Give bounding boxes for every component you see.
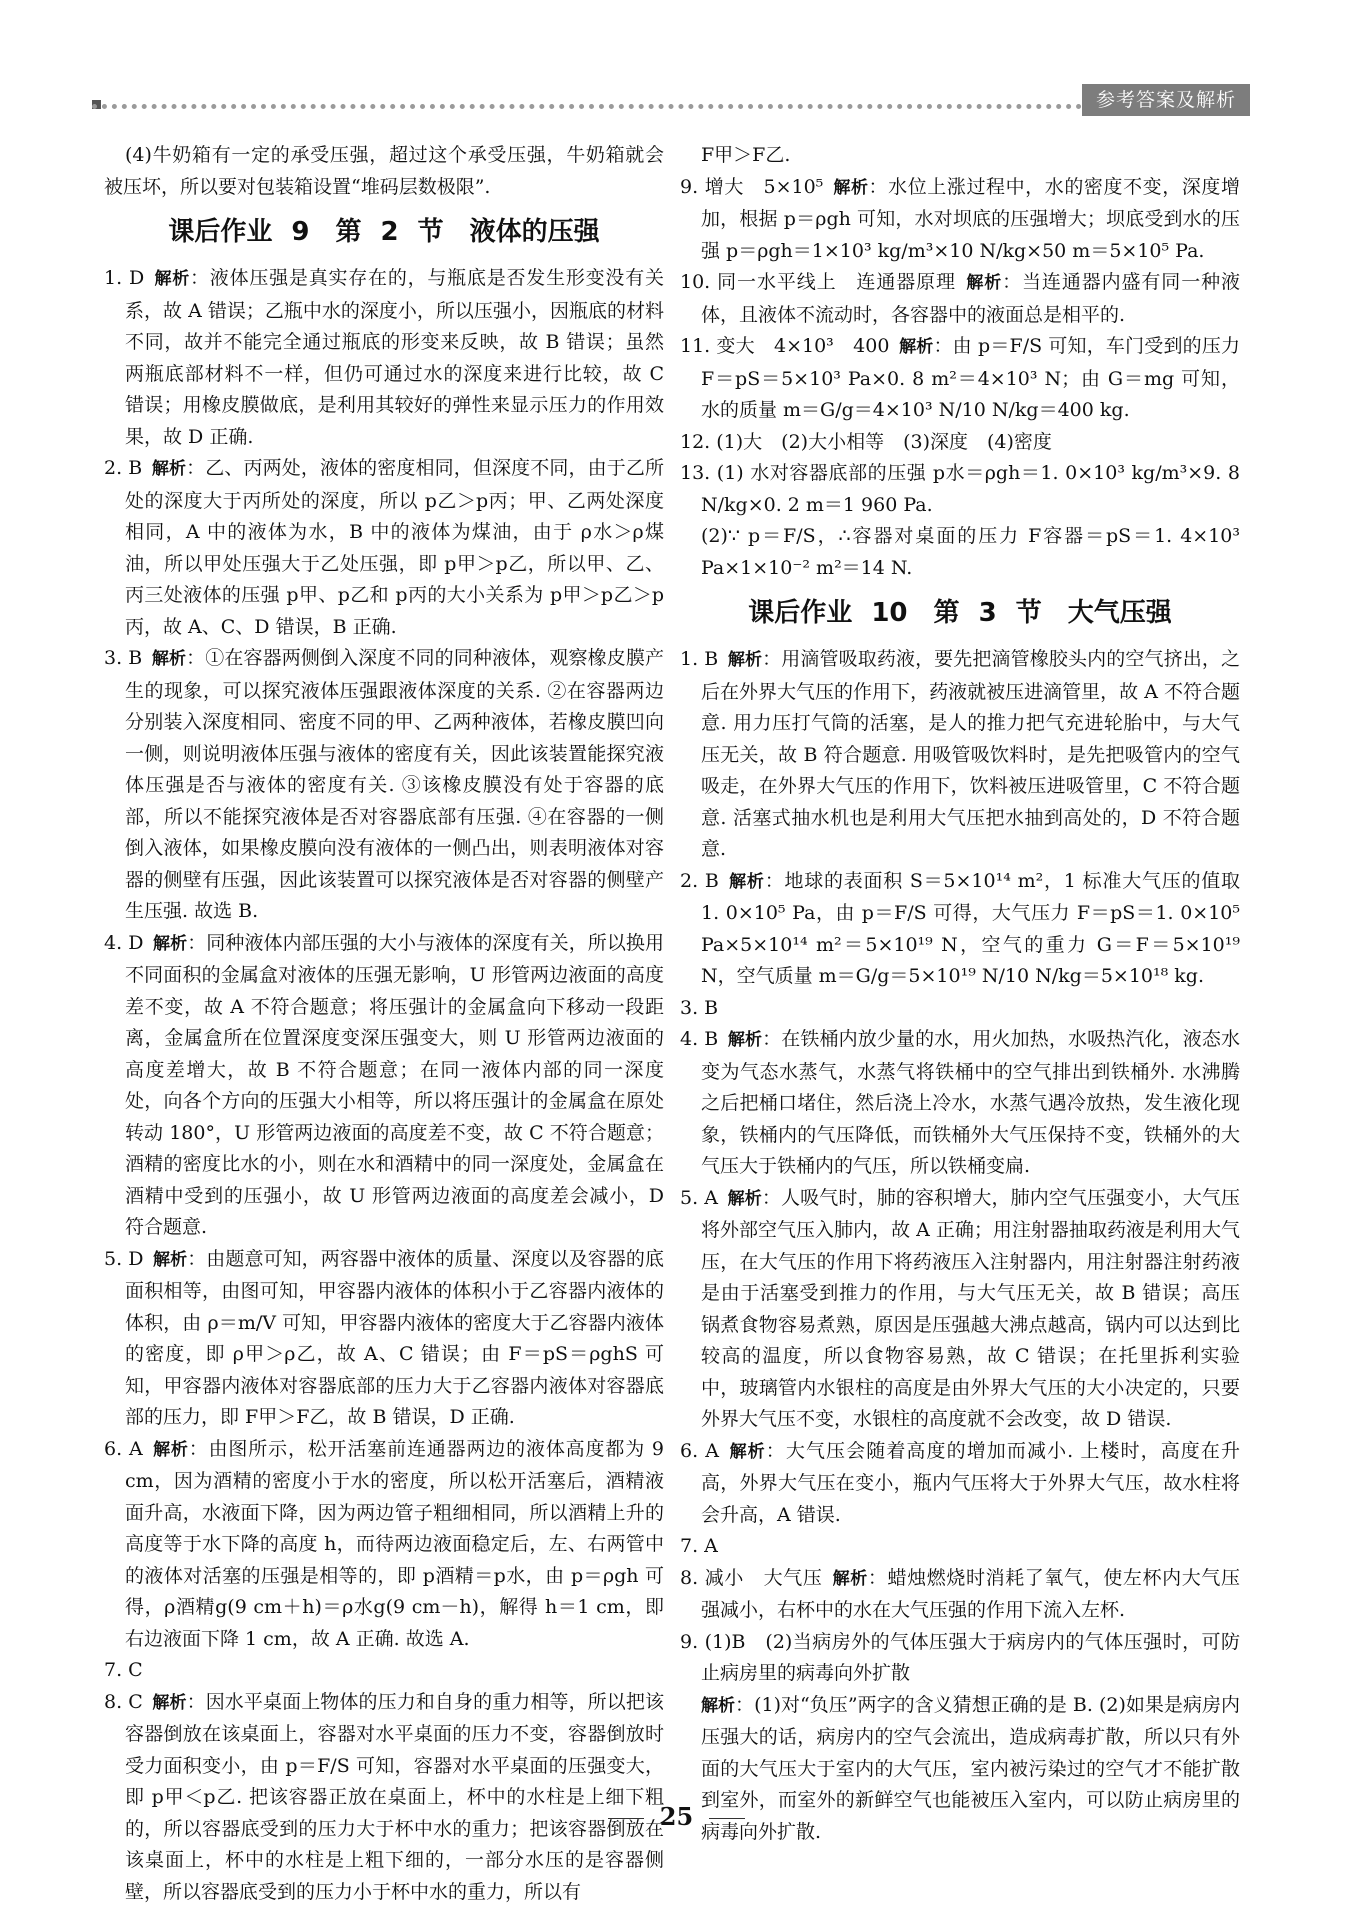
analysis-text: ：(1)对“负压”两字的含义猜想正确的是 B. (2)如果是病房内压强大的话，病房内的空气会流出，造成病毒扩散，所以只有外面的大气压大于室内的大气压，室内被污染过的空气才不能扩散到室外，而室外的新鲜空气也能被压入室内，可以防止病房里的病毒向外扩散. (701, 1694, 1240, 1843)
analysis-text: ：由 p＝F/S 可知，车门受到的压力 F＝pS＝5×10³ Pa×0. 8 m²＝4×10³ N；由 G＝mg 可知，水的质量 m＝G/g＝4×10³ N/10 N/kg＝400 kg. (701, 335, 1240, 421)
analysis-keyword: 解析 (832, 1569, 868, 1589)
answer-number: 1. B (680, 648, 718, 670)
answer-item (680, 1563, 1240, 1627)
analysis-text: ：蜡烛燃烧时消耗了氧气，使左杯内大气压强减小，右杯中的水在大气压强的作用下流入左杯. (701, 1567, 1240, 1622)
answer-item (104, 1434, 664, 1656)
analysis-keyword: 解析 (152, 459, 186, 479)
answer-number: 3. B (680, 997, 718, 1019)
answer-item (104, 263, 664, 453)
right-answer-list-b (680, 644, 1240, 1690)
analysis-text: ：乙、丙两处，液体的密度相同，但深度不同，由于乙所处的深度大于丙所处的深度，所以 p乙＞p丙；甲、乙两处深度相同，A 中的液体为水，B 中的液体为煤油，由于 ρ水＞ρ煤油，所以甲处压强大于乙处压强，即 p甲＞p乙，所以甲、乙、丙三处液体的压强 p甲、p乙和 p丙的大小关系为 p甲＞p乙＞p丙，故 A、C、D 错误，B 正确. (125, 457, 664, 638)
analysis-keyword: 解析 (153, 1250, 187, 1270)
analysis-keyword: 解析 (728, 872, 764, 892)
answer-number: 9. 增大 5×10⁵ (680, 176, 823, 198)
answer-item (680, 1183, 1240, 1436)
answer-number: 8. C (104, 1691, 143, 1713)
left-column (104, 140, 664, 1908)
analysis-text: ：由题意可知，两容器中液体的质量、深度以及容器的底面积相等，由图可知，甲容器内液体的体积小于乙容器内液体的体积，由 ρ＝m/V 可知，甲容器内液体的密度大于乙容器内液体的密度，即 ρ甲＞ρ乙，故 A、C 错误；由 F＝pS＝ρghS 可知，甲容器内液体对容器底部的压力大于乙容器内液体对容器底部的压力，即 F甲＞F乙，故 B 错误，D 正确. (125, 1248, 664, 1429)
answer-item (680, 458, 1240, 521)
analysis-text: ：水位上涨过程中，水的密度不变，深度增加，根据 p＝ρgh 可知，水对坝底的压强增大；坝底受到水的压强 p＝ρgh＝1×10³ kg/m³×10 N/kg×50 m＝5×10⁵ Pa. (701, 176, 1240, 262)
analysis-text: ：①在容器两侧倒入深度不同的同种液体，观察橡皮膜产生的现象，可以探究液体压强跟液体深度的关系. ②在容器两边分别装入深度相同、密度不同的甲、乙两种液体，若橡皮膜凹向一侧，则说明液体压强与液体的密度有关，因此该装置能探究液体压强是否与液体的密度有关. ③该橡皮膜没有处于容器的底部，所以不能探究液体是否对容器底部有压强. ④在容器的一侧倒入液体，如果橡皮膜向没有液体的一侧凸出，则表明液体对容器的侧壁有压强，因此该装置可以探究液体是否对容器的侧壁产生压强. 故选 B. (125, 647, 664, 922)
footer-dash-right (709, 1818, 745, 1819)
footer-dash-left (608, 1818, 644, 1819)
analysis-keyword: 解析 (728, 1030, 762, 1050)
answer-item (680, 172, 1240, 268)
analysis-text: ：当连通器内盛有同一种液体，且液体不流动时，各容器中的液面总是相平的. (701, 271, 1240, 326)
analysis-text: ：由图所示，松开活塞前连通器两边的液体高度都为 9 cm，因为酒精的密度小于水的密度，所以松开活塞后，酒精液面升高，水液面下降，因为两边管子粗细相同，所以酒精上升的高度等于水下降的高度 h，而待两边液面稳定后，左、右两管中的液体对活塞的压强是相等的，即 p酒精＝p水，由 p＝ρgh 可得，ρ酒精g(9 cm＋h)＝ρ水g(9 cm－h)，解得 h＝1 cm，即右边液面下降 1 cm，故 A 正确. 故选 A. (125, 1438, 664, 1650)
section-heading-9: 课后作业 9 第 2 节 液体的压强 (104, 213, 664, 251)
intro-paragraph: (4)牛奶箱有一定的承受压强，超过这个承受压强，牛奶箱就会被压坏，所以要对包装箱设置“堆码层数极限”. (104, 140, 664, 203)
section-heading-10: 课后作业 10 第 3 节 大气压强 (680, 594, 1240, 632)
answer-13-part2: (2)∵ p＝F/S，∴容器对桌面的压力 F容器＝pS＝1. 4×10³ Pa×1×10⁻² m²＝14 N. (680, 521, 1240, 584)
answer-item (104, 1687, 664, 1908)
answer-number: 2. B (104, 457, 142, 479)
analysis-keyword: 解析 (154, 269, 190, 289)
answer-number: 6. A (680, 1440, 719, 1462)
answer-item (104, 1244, 664, 1434)
answer-item (104, 643, 664, 928)
answer-number: 4. D (104, 932, 143, 954)
answer-item (680, 267, 1240, 331)
answer-number: 13. (1) 水对容器底部的压强 p水＝ρgh＝1. 0×10³ kg/m³×9. 8 N/kg×0. 2 m＝1 960 Pa. (680, 462, 1240, 516)
answer-number: 10. 同一水平线上 连通器原理 (680, 271, 956, 293)
analysis-keyword: 解析 (728, 1189, 762, 1209)
answer-number: 7. A (680, 1535, 718, 1557)
analysis-keyword: 解析 (701, 1696, 735, 1716)
analysis-text: ：在铁桶内放少量的水，用火加热，水吸热汽化，液态水变为气态水蒸气，水蒸气将铁桶中的空气排出到铁桶外. 水沸腾之后把桶口堵住，然后浇上冷水，水蒸气遇冷放热，发生液化现象，铁桶内的气压降低，而铁桶外大气压保持不变，铁桶外的大气压大于铁桶内的气压，所以铁桶变扁. (701, 1028, 1240, 1177)
analysis-keyword: 解析 (728, 650, 762, 670)
answer-item (680, 427, 1240, 459)
answer-item (680, 1531, 1240, 1563)
answer-number: 1. D (104, 267, 144, 289)
answer-number: 7. C (104, 1659, 143, 1681)
answer-number: 5. A (680, 1187, 718, 1209)
answer-number: 12. (1)大 (2)大小相等 (3)深度 (4)密度 (680, 431, 1052, 453)
analysis-keyword: 解析 (152, 1440, 189, 1460)
answer-item (680, 1024, 1240, 1183)
page-number: 25 (660, 1802, 693, 1831)
analysis-text: ：用滴管吸取药液，要先把滴管橡胶头内的空气挤出，之后在外界大气压的作用下，药液就被压进滴管里，故 A 不符合题意. 用力压打气筒的活塞，是人的推力把气充进轮胎中，与大气压无关，故 B 符合题意. 用吸管吸饮料时，是先把吸管内的空气吸走，在外界大气压的作用下，饮料被压进吸管里，C 不符合题意. 活塞式抽水机也是利用大气压把水抽到高处的，D 不符合题意. (701, 648, 1240, 860)
answer-number: 9. (1)B (2)当病房外的气体压强大于病房内的气体压强时，可防止病房里的病毒向外扩散 (680, 1631, 1240, 1685)
answer-number: 11. 变大 4×10³ 400 (680, 335, 889, 357)
analysis-keyword: 解析 (965, 273, 1002, 293)
analysis-text: ：大气压会随着高度的增加而减小. 上楼时，高度在升高，外界大气压在变小，瓶内气压将大于外界大气压，故水柱将会升高，A 错误. (701, 1440, 1240, 1526)
answer-number: 8. 减小 大气压 (680, 1567, 823, 1589)
analysis-text: ：人吸气时，肺的容积增大，肺内空气压强变小，大气压将外部空气压入肺内，故 A 正确；用注射器抽取药液是利用大气压，在大气压的作用下将药液压入注射器内，用注射器注射药液是由于活塞受到推力的作用，与大气压无关，故 B 错误；高压锅煮食物容易煮熟，原因是压强越大沸点越高，锅内可以达到比较高的温度，所以食物容易熟，故 C 错误；在托里拆利实验中，玻璃管内水银柱的高度是由外界大气压的大小决定的，只要外界大气压不变，水银柱的高度就不会改变，故 D 错误. (701, 1187, 1240, 1431)
answer-item (680, 866, 1240, 993)
answer-item (680, 331, 1240, 427)
answer-item (104, 1655, 664, 1687)
answer-number: 2. B (680, 870, 719, 892)
analysis-keyword: 解析 (152, 649, 186, 669)
section-tag: 参考答案及解析 (1082, 84, 1250, 116)
analysis-keyword: 解析 (728, 1442, 765, 1462)
answer-item (680, 1627, 1240, 1690)
analysis-text: ：同种液体内部压强的大小与液体的深度有关，所以换用不同面积的金属盒对液体的压强无影响，U 形管两边液面的高度差不变，故 A 不符合题意；将压强计的金属盒向下移动一段距离，金属盒所在位置深度变深压强变大，则 U 形管两边液面的高度差增大，故 B 不符合题意；在同一液体内部的同一深度处，向各个方向的压强大小相等，所以将压强计的金属盒在原处转动 180°，U 形管两边液面的高度差不变，故 C 不符合题意；酒精的密度比水的小，则在水和酒精中的同一深度处，金属盒在酒精中受到的压强小，故 U 形管两边液面的高度差会减小，D 符合题意. (125, 932, 664, 1239)
analysis-keyword: 解析 (153, 934, 187, 954)
page-footer (0, 1802, 1353, 1831)
continuation-text: F甲＞F乙. (680, 140, 1240, 172)
answer-number: 4. B (680, 1028, 718, 1050)
analysis-text: ：地球的表面积 S＝5×10¹⁴ m²，1 标准大气压的值取 1. 0×10⁵ Pa，由 p＝F/S 可得，大气压力 F＝pS＝1. 0×10⁵ Pa×5×10¹⁴ m²＝5×10¹⁹ N，空气的重力 G＝F＝5×10¹⁹ N，空气质量 m＝G/g＝5×10¹⁹ N/10 N/kg＝5×10¹⁸ kg. (701, 870, 1240, 988)
header-rule (92, 104, 1092, 109)
answer-item (680, 993, 1240, 1025)
analysis-keyword: 解析 (899, 337, 934, 357)
answer-item (104, 453, 664, 643)
analysis-text: ：液体压强是真实存在的，与瓶底是否发生形变没有关系，故 A 错误；乙瓶中水的深度小，所以压强小，因瓶底的材料不同，故并不能完全通过瓶底的形变来反映，故 B 错误；虽然两瓶底部材料不一样，但仍可通过水的深度来进行比较，故 C 错误；用橡皮膜做底，是利用其较好的弹性来显示压力的作用效果，故 D 正确. (125, 267, 664, 448)
right-answer-list-a (680, 172, 1240, 522)
answer-item (104, 928, 664, 1244)
answer-number: 6. A (104, 1438, 143, 1460)
answer-number: 5. D (104, 1248, 143, 1270)
left-answer-list (104, 263, 664, 1908)
analysis-keyword: 解析 (833, 178, 869, 198)
answer-item (680, 644, 1240, 866)
right-column (680, 140, 1240, 1848)
analysis-keyword: 解析 (152, 1693, 186, 1713)
answer-item (680, 1436, 1240, 1532)
answer-number: 3. B (104, 647, 142, 669)
analysis-text: ：因水平桌面上物体的压力和自身的重力相等，所以把该容器倒放在该桌面上，容器对水平桌面的压力不变，容器倒放时受力面积变小，由 p＝F/S 可知，容器对水平桌面的压强变大，即 p甲＜p乙. 把该容器正放在桌面上，杯中的水柱是上细下粗的，所以容器底受到的压力大于杯中水的重力；把该容器倒放在该桌面上，杯中的水柱是上粗下细的，一部分水压的是容器侧壁，所以容器底受到的压力小于杯中水的重力，所以有 (125, 1691, 664, 1903)
